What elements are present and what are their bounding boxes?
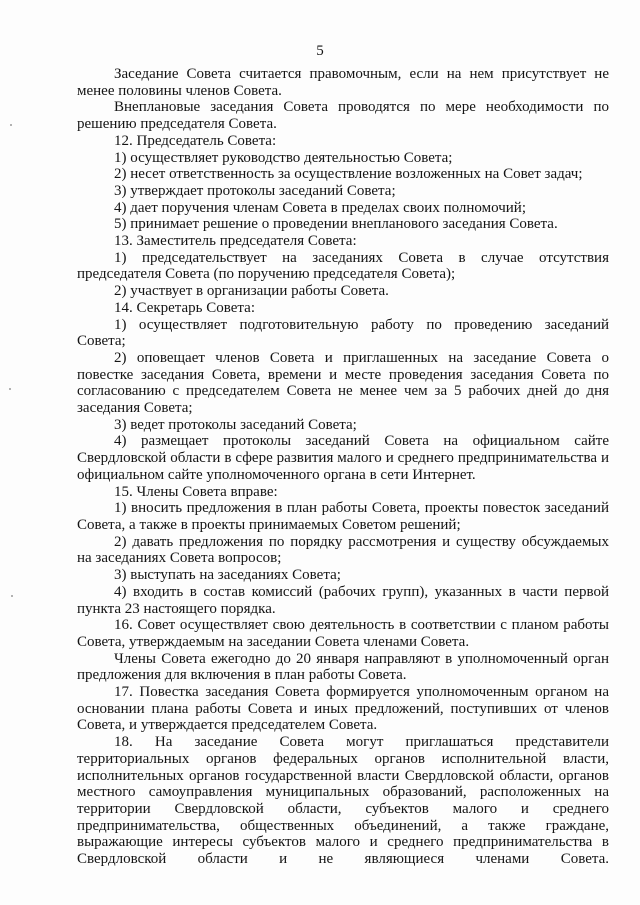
scan-speck [9,388,11,390]
document-body [77,66,609,868]
paragraph-annual-proposals: Члены Совета ежегодно до 20 января направляют в уполномоченный орган предложения для включения в план работы Совета. [77,650,609,684]
section-17-text: 17. Повестка заседания Совета формируется уполномоченным органом на основании плана работы Совета и иных предложений, поступивших от членов Совета, и утверждается председателем Совета. [77,684,609,734]
section-14-item-1: 1) осуществляет подготовительную работу по проведению заседаний Совета; [77,316,609,350]
section-14-item-3: 3) ведет протоколы заседаний Совета; [114,416,357,433]
section-12-item-4: 4) дает поручения членам Совета в пределах своих полномочий; [114,199,526,216]
section-12-heading: 12. Председатель Совета: [114,132,277,149]
paragraph-extraordinary-meetings: Внеплановые заседания Совета проводятся по мере необходимости по решению председателя Совета. [77,99,609,133]
scan-speck [11,595,13,597]
page-number: 5 [316,43,324,59]
section-13-item-1: 1) председательствует на заседаниях Совета в случае отсутствия председателя Совета (по поручению председателя Совета); [77,249,609,283]
section-16-text: 16. Совет осуществляет свою деятельность в соответствии с планом работы Совета, утверждаемым на заседании Совета членами Совета. [77,617,609,650]
section-14-item-2: 2) оповещает членов Совета и приглашенных на заседание Совета о повестке заседания Совета, времени и месте проведения заседания Совета по согласованию с председателем Совета не менее чем за 5 рабочих дней до дня заседания Совета; [77,349,609,417]
section-15-item-4: 4) входить в состав комиссий (рабочих групп), указанных в части первой пункта 23 настоящего порядка. [77,583,609,617]
section-13-heading: 13. Заместитель председателя Совета: [114,233,357,250]
section-13-item-2: 2) участвует в организации работы Совета. [114,283,389,300]
scan-speck [10,124,12,126]
section-18-text: 18. На заседание Совета могут приглашаться представители территориальных органов федеральных органов исполнительной власти, исполнительных органов государственной власти Свердловской области, органов местного самоуправления муниципальных образований, расположенных на территории Свердловской области, субъектов малого и среднего предпринимательства, общественных объединений, а также граждане, выражающие интересы субъектов малого и среднего предпринимательства в Свердловской области и не являющиеся членами Совета. [77,734,609,868]
section-12-item-1: 1) осуществляет руководство деятельностью Совета; [114,149,453,166]
section-15-heading: 15. Члены Совета вправе: [114,483,278,500]
section-14-item-4: 4) размещает протоколы заседаний Совета на официальном сайте Свердловской области в сфере развития малого и среднего предпринимательства и официальном сайте уполномоченного органа в сети Интернет. [77,433,609,483]
section-15-item-3: 3) выступать на заседаниях Совета; [114,567,341,584]
section-12-item-3: 3) утверждает протоколы заседаний Совета; [114,182,396,199]
paragraph-quorum: Заседание Совета считается правомочным, если на нем присутствует не менее половины членов Совета. [77,66,609,99]
section-15-item-2: 2) давать предложения по порядку рассмотрения и существу обсуждаемых на заседаниях Совета вопросов; [77,533,609,567]
section-15-item-1: 1) вносить предложения в план работы Совета, проекты повесток заседаний Совета, а также в проекты принимаемых Советом решений; [77,500,609,533]
section-12-item-2: 2) несет ответственность за осуществление возложенных на Совет задач; [114,166,583,183]
section-12-item-5: 5) принимает решение о проведении внепланового заседания Совета. [114,216,558,233]
section-14-heading: 14. Секретарь Совета: [114,299,255,316]
